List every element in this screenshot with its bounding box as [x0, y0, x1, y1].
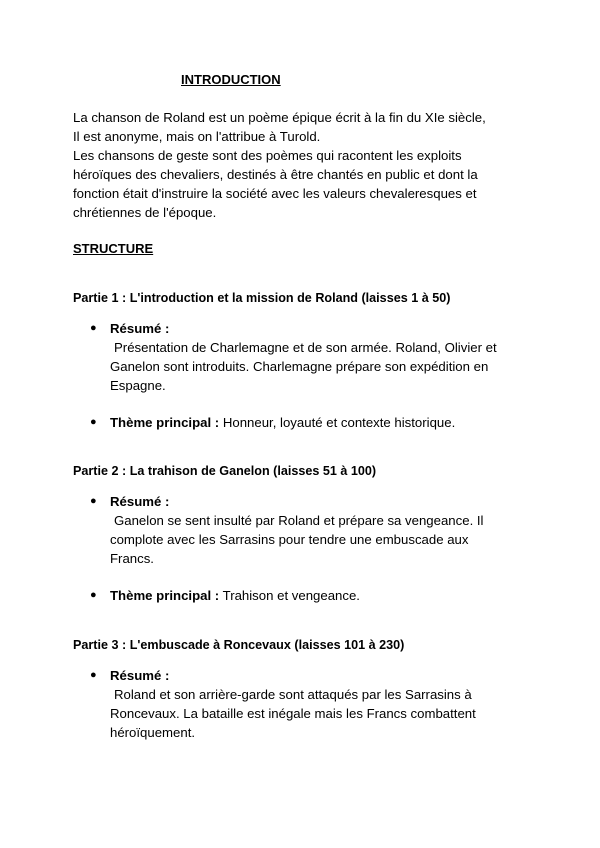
part-2 — [73, 464, 553, 605]
theme-value: Trahison et vengeance. — [222, 588, 360, 603]
intro-line: La chanson de Roland est un poème épique écrit à la fin du XIe siècle, — [73, 110, 486, 125]
resume-line: complote avec les Sarrasins pour tendre une embuscade aux — [110, 532, 469, 547]
resume-label: Résumé : — [110, 494, 170, 509]
part-1 — [73, 291, 553, 432]
part-title: Partie 1 : L'introduction et la mission de Roland (laisses 1 à 50) — [73, 291, 451, 305]
bullet-icon: ● — [90, 669, 97, 681]
part-3 — [73, 638, 553, 742]
introduction-heading: INTRODUCTION — [181, 72, 281, 87]
resume-line: Ganelon se sent insulté par Roland et prépare sa vengeance. Il — [114, 513, 484, 528]
intro-line: fonction était d'instruire la société avec les valeurs chevaleresques et — [73, 186, 477, 201]
part-title: Partie 3 : L'embuscade à Roncevaux (laisses 101 à 230) — [73, 638, 405, 652]
theme-label: Thème principal : — [110, 415, 220, 430]
bullet-icon: ● — [90, 416, 97, 428]
resume-line: Roncevaux. La bataille est inégale mais les Francs combattent — [110, 706, 476, 721]
resume-line: Roland et son arrière-garde sont attaqués par les Sarrasins à — [114, 687, 472, 702]
intro-line: Il est anonyme, mais on l'attribue à Turold. — [73, 129, 321, 144]
resume-label: Résumé : — [110, 321, 170, 336]
part-title: Partie 2 : La trahison de Ganelon (laisses 51 à 100) — [73, 464, 377, 478]
resume-label: Résumé : — [110, 668, 170, 683]
resume-line: Espagne. — [110, 378, 166, 393]
resume-bullet — [73, 666, 553, 742]
bullet-icon: ● — [90, 495, 97, 507]
introduction-paragraph — [73, 108, 533, 222]
intro-line: héroïques des chevaliers, destinés à être chantés en public et dont la — [73, 167, 478, 182]
intro-line: chrétiennes de l'époque. — [73, 205, 217, 220]
resume-line: Francs. — [110, 551, 154, 566]
resume-bullet — [73, 492, 553, 568]
bullet-icon: ● — [90, 322, 97, 334]
resume-bullet — [73, 319, 553, 395]
theme-bullet — [73, 413, 553, 432]
resume-line: Présentation de Charlemagne et de son armée. Roland, Olivier et — [114, 340, 497, 355]
resume-line: héroïquement. — [110, 725, 196, 740]
resume-line: Ganelon sont introduits. Charlemagne prépare son expédition en — [110, 359, 489, 374]
structure-heading: STRUCTURE — [73, 241, 154, 256]
bullet-icon: ● — [90, 589, 97, 601]
theme-value: Honneur, loyauté et contexte historique. — [222, 415, 456, 430]
intro-line: Les chansons de geste sont des poèmes qui racontent les exploits — [73, 148, 462, 163]
theme-bullet — [73, 586, 553, 605]
theme-label: Thème principal : — [110, 588, 220, 603]
